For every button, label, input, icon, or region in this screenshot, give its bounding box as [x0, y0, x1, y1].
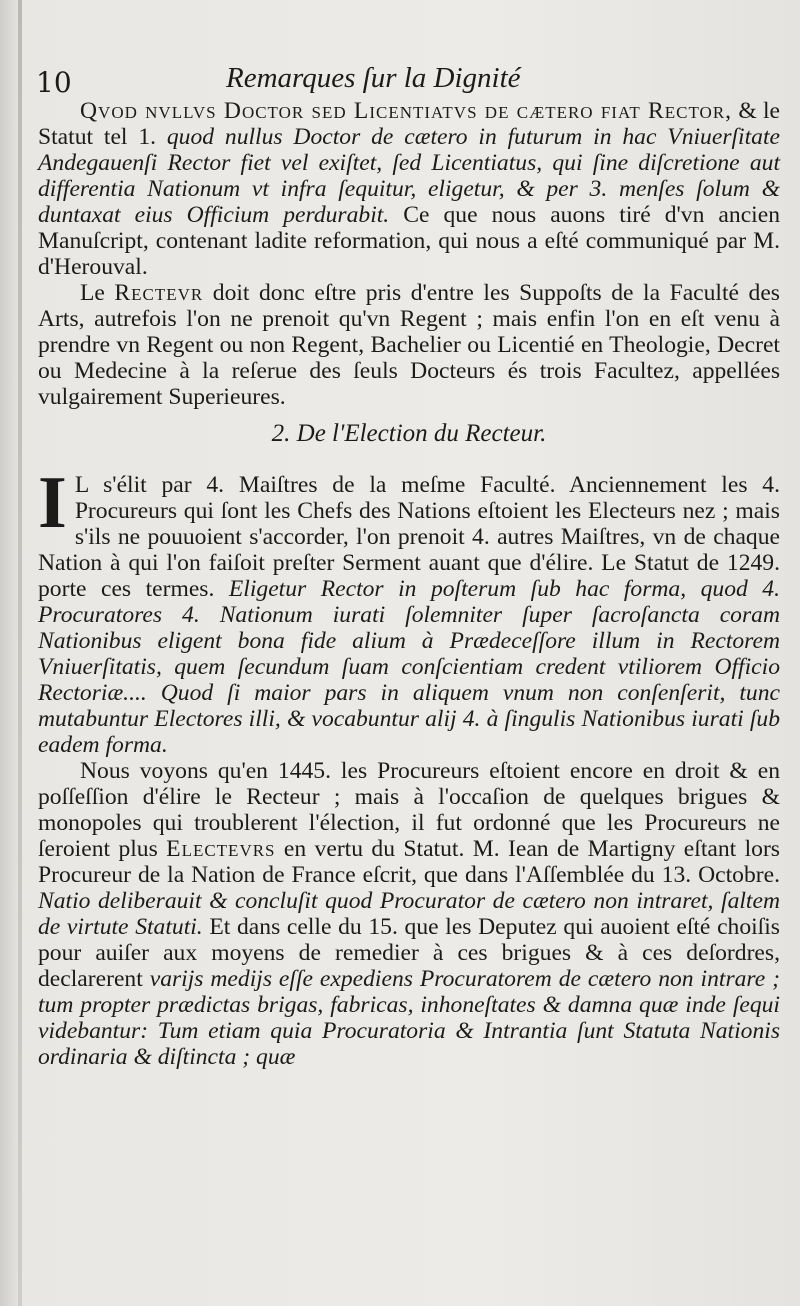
latin-quote: Eligetur Rector in poſterum ſub hac forma, quod 4. Procuratores 4. Nationum iurati ſolemniter ſuper ſacroſancta coram Nationibus eligent bona fide alium à Prædeceſſore illum in Rectorem Vniuerſitatis, quem ſecundum ſuam conſcientiam credent vtiliorem Officio Rectoriæ.... Quod ſi maior pars in aliquem vnum non conſenſerit, tunc mutabuntur Electores illi, & vocabuntur alij 4. à ſingulis Nationibus iurati ſub eadem forma.: [38, 576, 780, 758]
text-run: Et dans celle du 15. que les Deputez qui auoient eſté choiſis pour auiſer aux moyens de remedier à ces brigues & à ces deſordres, declarerent: [38, 914, 780, 992]
text-run-smallcaps: Electevrs: [166, 836, 276, 862]
paragraph-3: [38, 462, 780, 758]
text-run: Nous voyons qu'en 1445. les Procureurs eſtoient encore en droit & en poſſeſſion d'élire le Recteur ; mais à l'occaſion de quelques brigues & monopoles qui troublerent l'élection, il fut ordonné que les Procureurs ne ſeroient plus: [38, 758, 780, 862]
gutter-shadow: [18, 0, 22, 1306]
latin-quote: quod nullus Doctor de cætero in futurum in hac Vniuerſitate Andegauenſi Rector fiet vel exiſtet, ſed Licentiatus, qui ſine diſcretione aut differentia Nationum vt infra ſequitur, eligetur, & per 3. menſes ſolum & duntaxat eius Officium perdurabit.: [38, 124, 780, 228]
page-number: 10: [36, 66, 72, 99]
body-text: [38, 98, 780, 1070]
paragraph-4: [38, 758, 780, 1070]
text-run: L s'élit par 4. Maiſtres de la meſme Faculté. Anciennement les 4. Procureurs qui ſont les Chefs des Nations eſtoient les Electeurs nez ; mais s'ils ne pouuoient s'accorder, l'on prenoit 4. autres Maiſtres, vn de chaque Nation à qui l'on faiſoit preſter Serment auant que d'élire. Le Statut de 1249. porte ces termes.: [38, 472, 780, 602]
paragraph-1: [38, 98, 780, 280]
running-title: Remarques ſur la Dignité: [226, 62, 521, 94]
latin-quote: Natio deliberauit & concluſit quod Procurator de cætero non intraret, ſaltem de virtute Statuti.: [38, 888, 780, 940]
paragraph-2: [38, 280, 780, 410]
text-run: Ce que nous auons tiré d'vn ancien Manuſcript, contenant ladite reformation, qui nous a eſté communiqué par M. d'Herouval.: [38, 202, 780, 280]
text-run: & le Statut tel 1.: [38, 98, 780, 150]
page-header: [36, 62, 776, 102]
text-run: Le: [80, 280, 115, 306]
text-run: en vertu du Statut. M. Iean de Martigny eſtant lors Procureur de la Nation de France eſcrit, que dans l'Aſſemblée du 13. Octobre.: [38, 836, 780, 888]
latin-quote: varijs medijs eſſe expediens Procuratorem de cætero non intrare ; tum propter prædictas brigas, fabricas, inhoneſtates & damna quæ inde ſequi videbantur: Tum etiam quia Procuratoria & Intrantia ſunt Statuta Nationis ordinaria & diſtincta ; quæ: [38, 966, 780, 1070]
statute-title: Qvod nvllvs Doctor sed Licentiatvs de cætero fiat Rector,: [80, 98, 733, 124]
section-heading: 2. De l'Election du Recteur.: [271, 420, 547, 447]
drop-cap-initial: I: [38, 462, 67, 544]
text-run: doit donc eſtre pris d'entre les Suppoſts de la Faculté des Arts, autrefois l'on ne prenoit qu'vn Regent ; mais enfin l'on en eſt venu à prendre vn Regent ou non Regent, Bachelier ou Licentié en Theologie, Decret ou Medecine à la reſerue des ſeuls Docteurs és trois Facultez, appellées vulgairement Superieures.: [38, 280, 780, 410]
text-run-smallcaps: Rectevr: [114, 280, 204, 306]
